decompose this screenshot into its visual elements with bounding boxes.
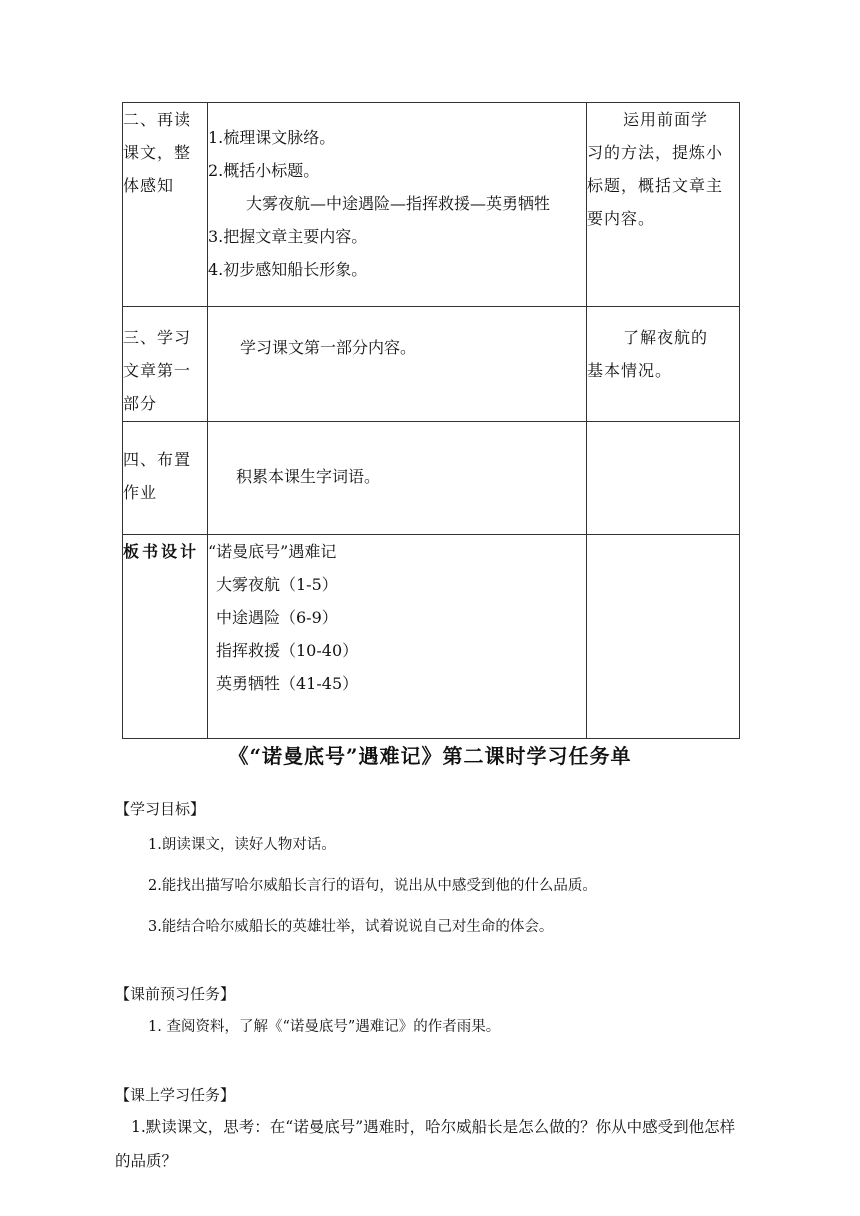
- goals-heading: 【学习目标】: [115, 800, 206, 818]
- note-line: 运用前面学: [623, 110, 709, 129]
- content-cell: [208, 103, 587, 307]
- content-line: 3.把握文章主要内容。: [208, 227, 368, 246]
- page-title: 《“诺曼底号”遇难记》第二课时学习任务单: [228, 744, 632, 768]
- lesson-plan-table: [122, 102, 740, 739]
- classroom-task: 1.默读课文，思考：在“诺曼底号”遇难时，哈尔威船长是怎么做的？你从中感受到他怎样的品质？: [115, 1118, 736, 1170]
- content-line: 2.概括小标题。: [208, 161, 320, 180]
- board-item: 中途遇险（6-9）: [216, 608, 338, 627]
- step-cell: 四、布置作业: [123, 422, 208, 535]
- step-cell: 二、再读课文，整体感知: [123, 103, 208, 307]
- board-item: 指挥救援（10-40）: [216, 641, 359, 660]
- content-line: 大雾夜航—中途遇险—指挥救援—英勇牺牲: [246, 194, 551, 213]
- classroom-heading: 【课上学习任务】: [115, 1086, 236, 1104]
- note-line: 基本情况。: [587, 361, 673, 380]
- goal-item: 3.能结合哈尔威船长的英雄壮举，试着说说自己对生命的体会。: [148, 919, 554, 935]
- content-cell: [208, 422, 587, 535]
- goal-item: 1.朗读课文，读好人物对话。: [148, 837, 336, 853]
- board-item: 大雾夜航（1-5）: [216, 575, 338, 594]
- content-line: 积累本课生字词语。: [236, 467, 381, 486]
- board-design-cell: [208, 535, 587, 739]
- note-cell: [587, 535, 740, 739]
- note-cell: [587, 422, 740, 535]
- goal-item: 2.能找出描写哈尔威船长言行的语句，说出从中感受到他的什么品质。: [148, 878, 597, 894]
- table-row: [123, 422, 740, 535]
- note-cell: [587, 307, 740, 422]
- note-line: 习的方法，提炼小标题，概括文章主要内容。: [587, 143, 724, 228]
- content-line: 4.初步感知船长形象。: [208, 260, 368, 279]
- board-item: 英勇牺牲（41-45）: [216, 674, 359, 693]
- table-row: [123, 103, 740, 307]
- note-cell: [587, 103, 740, 307]
- table-row: [123, 307, 740, 422]
- preview-item: 1. 查阅资料，了解《“诺曼底号”遇难记》的作者雨果。: [148, 1019, 501, 1035]
- content-line: 学习课文第一部分内容。: [240, 338, 417, 357]
- step-cell: 板书设计: [123, 535, 208, 739]
- step-cell: 三、学习文章第一部分: [123, 307, 208, 422]
- board-title: “诺曼底号”遇难记: [208, 542, 337, 561]
- preview-heading: 【课前预习任务】: [115, 985, 236, 1003]
- table-row: [123, 535, 740, 739]
- note-line: 了解夜航的: [623, 328, 709, 347]
- content-line: 1.梳理课文脉络。: [208, 128, 336, 147]
- content-cell: [208, 307, 587, 422]
